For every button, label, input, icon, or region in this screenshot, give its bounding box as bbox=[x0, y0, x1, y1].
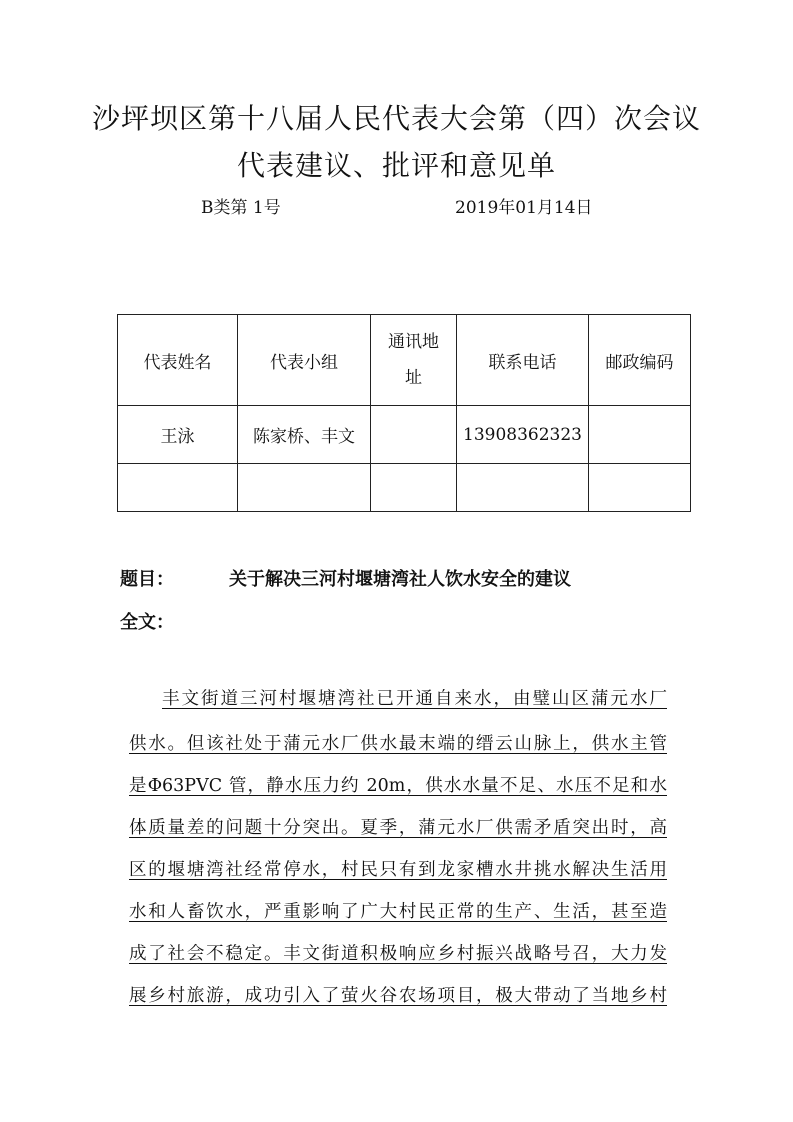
body-line: 体质量差的问题十分突出。夏季，蒲元水厂供需矛盾突出时，高 bbox=[129, 818, 667, 838]
document-title-line2: 代表建议、批评和意见单 bbox=[236, 149, 556, 182]
header-name: 代表姓名 bbox=[118, 315, 238, 406]
cell-name bbox=[118, 464, 238, 512]
cell-group: 陈家桥、丰文 bbox=[238, 406, 371, 464]
table-row bbox=[118, 406, 691, 464]
cell-name: 王泳 bbox=[118, 406, 238, 464]
category-number: B类第 1号 bbox=[201, 198, 281, 218]
cell-group bbox=[238, 464, 371, 512]
header-address bbox=[371, 315, 457, 406]
header-group: 代表小组 bbox=[238, 315, 371, 406]
header-postcode: 邮政编码 bbox=[588, 315, 690, 406]
document-title-line1: 沙坪坝区第十八届人民代表大会第（四）次会议 bbox=[91, 102, 701, 135]
header-phone: 联系电话 bbox=[457, 315, 589, 406]
header-address-label: 通讯地址 bbox=[388, 332, 439, 388]
body-line: 展乡村旅游，成功引入了萤火谷农场项目，极大带动了当地乡村 bbox=[129, 986, 667, 1006]
body-line: 水和人畜饮水，严重影响了广大村民正常的生产、生活，甚至造 bbox=[129, 902, 667, 922]
body-line: 区的堰塘湾社经常停水，村民只有到龙家槽水井挑水解决生活用 bbox=[129, 860, 667, 880]
cell-phone bbox=[457, 464, 589, 512]
subject-text: 关于解决三河村堰塘湾社人饮水安全的建议 bbox=[229, 569, 571, 590]
table-header-row bbox=[118, 315, 691, 406]
cell-postcode bbox=[588, 464, 690, 512]
body-line: 成了社会不稳定。丰文街道积极响应乡村振兴战略号召，大力发 bbox=[129, 944, 667, 964]
table-row bbox=[118, 464, 691, 512]
cell-address bbox=[371, 406, 457, 464]
cell-postcode bbox=[588, 406, 690, 464]
fulltext-label: 全文： bbox=[120, 612, 174, 633]
cell-phone: 13908362323 bbox=[457, 406, 589, 464]
subject-label: 题目： bbox=[120, 569, 174, 590]
representative-info-table bbox=[117, 314, 691, 512]
submission-date: 2019年01月14日 bbox=[455, 198, 593, 218]
cell-address bbox=[371, 464, 457, 512]
body-line: 是Φ63PVC 管，静水压力约 20m，供水水量不足、水压不足和水 bbox=[129, 776, 667, 796]
body-line: 供水。但该社处于蒲元水厂供水最末端的缙云山脉上，供水主管 bbox=[129, 734, 667, 754]
body-line: 丰文街道三河村堰塘湾社已开通自来水，由璧山区蒲元水厂 bbox=[162, 689, 667, 709]
